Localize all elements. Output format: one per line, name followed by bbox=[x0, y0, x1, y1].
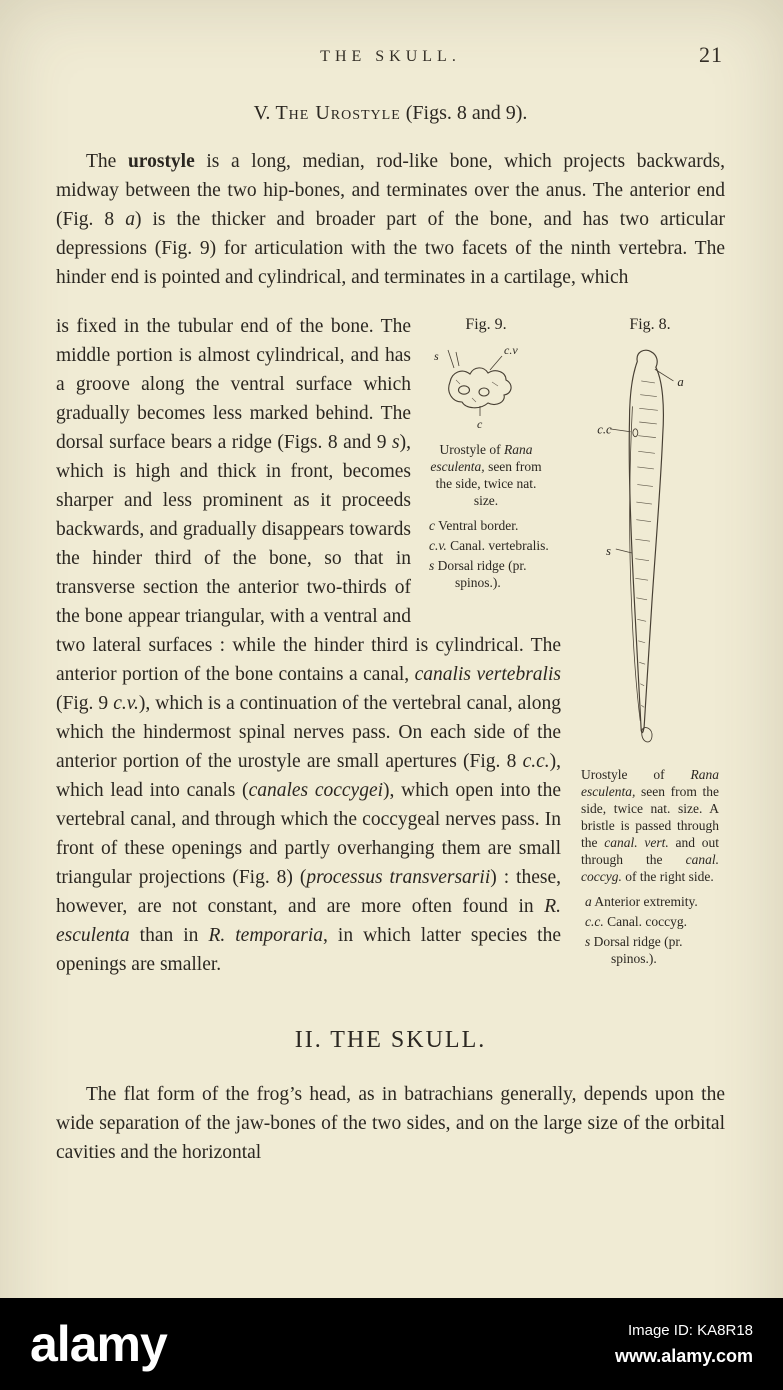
figure-8-legend-s: s Dorsal ridge (pr. spinos.). bbox=[585, 933, 683, 966]
image-id: Image ID: KA8R18 bbox=[627, 1321, 753, 1339]
figure-9-legend-c: c Ventral border. bbox=[429, 517, 519, 533]
fig8-label-cc: c.c bbox=[597, 422, 612, 437]
fig9-label-c: c bbox=[477, 416, 483, 431]
figure-8-legend-cc: c.c. Canal. coccyg. bbox=[585, 913, 687, 929]
figure-9-legend bbox=[419, 517, 553, 591]
figure-9 bbox=[419, 316, 553, 594]
fig8-label-s: s bbox=[606, 543, 611, 558]
alamy-url: www.alamy.com bbox=[614, 1345, 753, 1366]
figure-9-legend-s: s Dorsal ridge (pr. spinos.). bbox=[429, 557, 527, 590]
figure-8-caption: Urostyle of Rana esculenta, seen from the side, twice nat. size. A bristle is passed through the canal. vert. and out through the canal. coccyg. of the right side. bbox=[581, 766, 720, 884]
urostyle-section-heading: V. The Urostyle (Figs. 8 and 9). bbox=[253, 102, 528, 124]
skull-section-heading: II. THE SKULL. bbox=[294, 1026, 487, 1053]
figure-8-legend bbox=[575, 893, 725, 967]
figure-8-drawing bbox=[595, 338, 705, 758]
fig8-label-a: a bbox=[677, 374, 684, 389]
figure-8-label: Fig. 8. bbox=[629, 315, 671, 333]
fig9-label-cv: c.v bbox=[504, 342, 518, 357]
skull-paragraph: The flat form of the frog’s head, as in batrachians generally, depends upon the wide separation of the jaw-bones of the two sides, and on the large size of the orbital cavities and the horizontal bbox=[56, 1083, 725, 1163]
fig9-label-s: s bbox=[434, 348, 439, 363]
watermark-bar bbox=[0, 1298, 783, 1390]
urostyle-paragraph-1: The urostyle is a long, median, rod-like bone, which projects backwards, midway between the two hip-bones, and terminates over the anus. The anterior end (Fig. 8 a) is the thicker and broader part of the bone, and has two articular depressions (Fig. 9) for articulation with the two facets of the ninth vertebra. The hinder end is pointed and cylindrical, and terminates in a cartilage, which bbox=[56, 151, 726, 288]
running-header-title: THE SKULL. bbox=[320, 48, 461, 65]
watermark-info bbox=[615, 1322, 753, 1367]
running-header bbox=[56, 42, 725, 67]
urostyle-paragraph-2: is fixed in the tubular end of the bone. The middle portion is almost cylindrical, and has a groove along the ventral surface which gradually becomes less marked behind. The dorsal surface bears a ridge (Figs. 8 and 9 s), which is high and thick in front, becomes sharper and less prominent as it proceeds backwards, and gradually disappears towards the hinder third of the bone, so that in transverse section the anterior two-thirds of the bone appear triangular, with a ventral and two lateral surfaces : while the hinder third is cylindrical. The anterior portion of the bone contains a canal, canalis vertebralis (Fig. 9 c.v.), which is a continuation of the vertebral canal, along which the hindermost spinal nerves pass. On each side of the anterior portion of the urostyle are small apertures (Fig. 8 c.c.), which lead into canals (canales coccygei), which open into the vertebral canal, and through which the coccygeal nerves pass. In front of these openings and partly overhanging them are small triangular projections (Fig. 8) (processus transversarii) : these, however, are not constant, and are more often found in R. esculenta than in R. temporaria, in which latter species the openings are smaller. bbox=[56, 315, 562, 975]
figure-9-legend-cv: c.v. Canal. vertebralis. bbox=[429, 537, 549, 553]
figure-8-legend-a: a Anterior extremity. bbox=[585, 893, 698, 909]
figure-9-drawing bbox=[426, 338, 546, 433]
figure-9-label: Fig. 9. bbox=[465, 315, 507, 333]
figure-9-caption: Urostyle of Rana esculenta, seen from the side, twice nat. size. bbox=[430, 441, 542, 508]
alamy-logo: alamy bbox=[30, 1316, 167, 1372]
figure-text-wrap-area bbox=[56, 312, 725, 979]
figure-8 bbox=[575, 316, 725, 970]
page-number: 21 bbox=[699, 42, 723, 67]
